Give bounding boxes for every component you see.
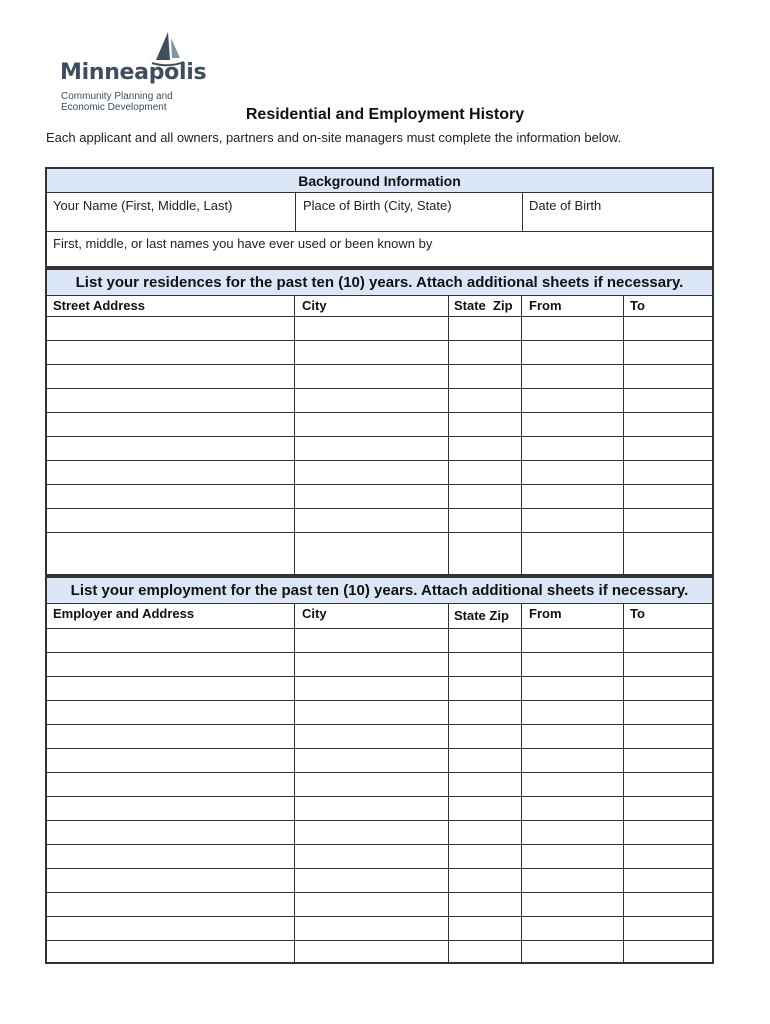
residences-header: List your residences for the past ten (10) years. Attach additional sheets if necessary. — [47, 270, 712, 296]
employment-table — [45, 576, 714, 964]
divider — [623, 604, 624, 962]
background-section — [45, 167, 714, 268]
table-row[interactable] — [47, 533, 712, 557]
divider — [294, 604, 295, 962]
employment-header: List your employment for the past ten (10) years. Attach additional sheets if necessary. — [47, 578, 712, 604]
table-row[interactable] — [47, 677, 712, 701]
document-title: Residential and Employment History — [245, 106, 525, 123]
table-row[interactable] — [47, 389, 712, 413]
table-row[interactable] — [47, 317, 712, 341]
logo-subtitle-line2: Economic Development — [61, 102, 167, 113]
divider — [521, 604, 522, 962]
table-row[interactable] — [47, 437, 712, 461]
col-employer-address: Employer and Address — [53, 606, 195, 621]
date-of-birth-field[interactable]: Date of Birth — [529, 198, 602, 213]
table-row[interactable] — [47, 509, 712, 533]
col-from: From — [529, 606, 562, 621]
divider — [521, 296, 522, 574]
table-row[interactable] — [47, 917, 712, 941]
col-city: City — [302, 298, 327, 313]
table-row[interactable] — [47, 869, 712, 893]
table-row[interactable] — [47, 485, 712, 509]
col-state-zip: State Zip — [454, 298, 513, 313]
residences-table — [45, 268, 714, 576]
intro-text: Each applicant and all owners, partners and on-site managers must complete the information below. — [46, 130, 622, 145]
residences-column-headers — [47, 296, 712, 317]
other-names-field[interactable]: First, middle, or last names you have ever used or been known by — [53, 236, 433, 251]
divider — [623, 296, 624, 574]
employment-rows — [47, 629, 712, 965]
table-row[interactable] — [47, 701, 712, 725]
table-row[interactable] — [47, 653, 712, 677]
col-street-address: Street Address — [53, 298, 145, 313]
table-row[interactable] — [47, 629, 712, 653]
col-to: To — [630, 298, 645, 313]
col-state-zip: State Zip — [454, 608, 509, 623]
divider — [448, 296, 449, 574]
divider — [294, 296, 295, 574]
table-row[interactable] — [47, 749, 712, 773]
table-row[interactable] — [47, 413, 712, 437]
divider — [522, 193, 523, 231]
table-row[interactable] — [47, 773, 712, 797]
table-row[interactable] — [47, 893, 712, 917]
employment-column-headers — [47, 604, 712, 629]
background-row-2 — [47, 232, 712, 268]
background-row-1 — [47, 193, 712, 232]
divider — [448, 604, 449, 962]
table-row[interactable] — [47, 941, 712, 965]
table-row[interactable] — [47, 797, 712, 821]
logo-name: Minneapolis — [60, 60, 207, 85]
col-city: City — [302, 606, 327, 621]
place-of-birth-field[interactable]: Place of Birth (City, State) — [303, 198, 452, 213]
table-row[interactable] — [47, 845, 712, 869]
your-name-field[interactable]: Your Name (First, Middle, Last) — [53, 198, 233, 213]
table-row[interactable] — [47, 821, 712, 845]
background-header: Background Information — [47, 169, 712, 193]
table-row[interactable] — [47, 725, 712, 749]
logo-subtitle-line1: Community Planning and — [61, 91, 173, 102]
table-row[interactable] — [47, 461, 712, 485]
divider — [295, 193, 296, 231]
col-from: From — [529, 298, 562, 313]
table-row[interactable] — [47, 365, 712, 389]
table-row[interactable] — [47, 341, 712, 365]
residences-rows — [47, 317, 712, 557]
col-to: To — [630, 606, 645, 621]
